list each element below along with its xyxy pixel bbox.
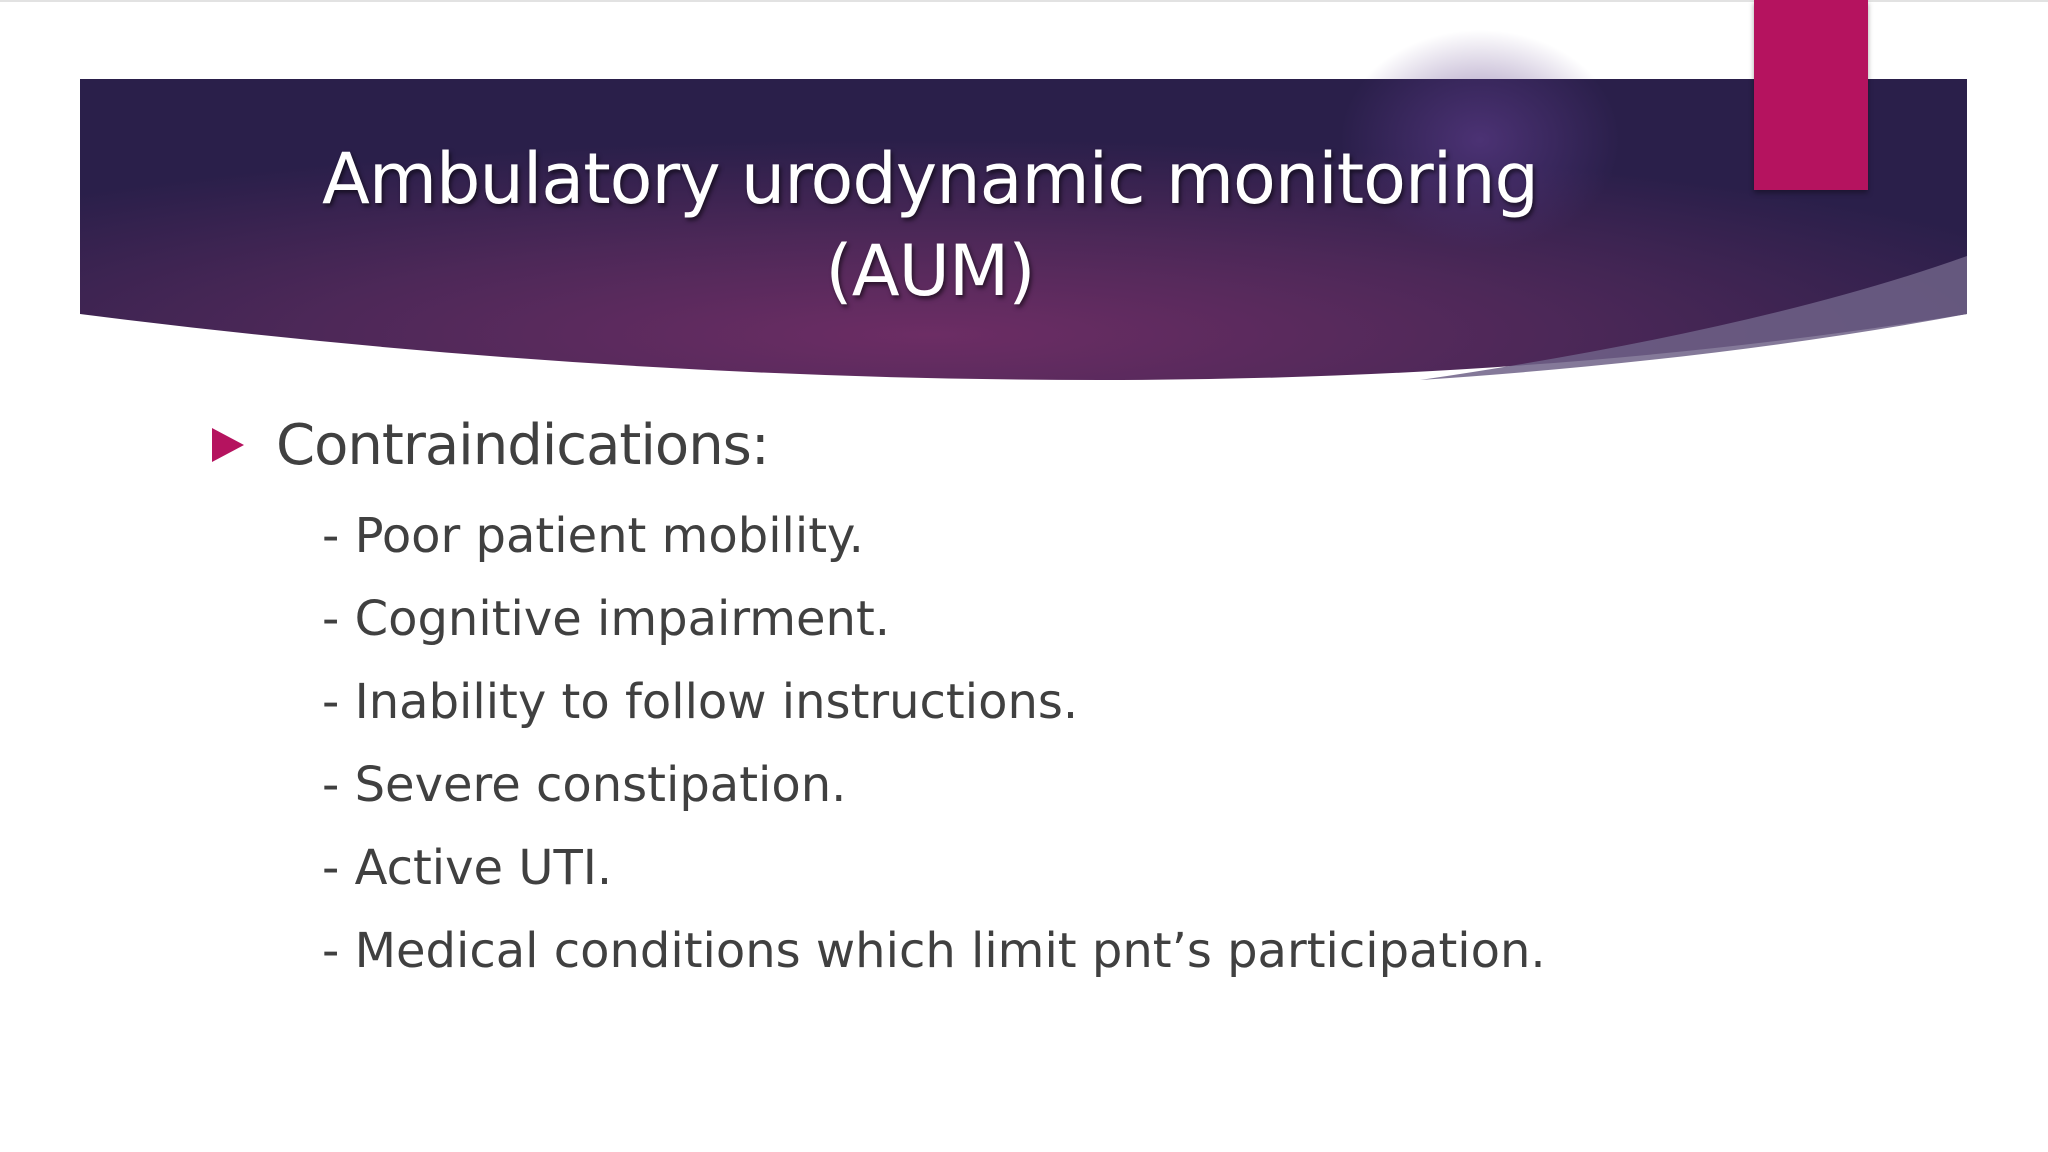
list-item: - Inability to follow instructions. (322, 674, 1079, 730)
slide-title-line-1: Ambulatory urodynamic monitoring (321, 138, 1538, 220)
list-item: - Severe constipation. (322, 757, 847, 813)
bullet-heading-row (210, 405, 1910, 485)
list-item: - Active UTI. (322, 840, 613, 896)
triangle-right-icon (210, 426, 246, 464)
slide-content (210, 405, 1910, 979)
contraindications-list (322, 495, 1546, 993)
contraindications-heading: Contraindications: (276, 412, 769, 478)
list-item: - Poor patient mobility. (322, 508, 864, 564)
list-item: - Cognitive impairment. (322, 591, 891, 647)
accent-tab (1754, 0, 1868, 190)
slide-title (180, 133, 1680, 317)
slide-title-line-2: (AUM) (825, 230, 1035, 312)
list-item: - Medical conditions which limit pnt’s participation. (322, 923, 1546, 979)
